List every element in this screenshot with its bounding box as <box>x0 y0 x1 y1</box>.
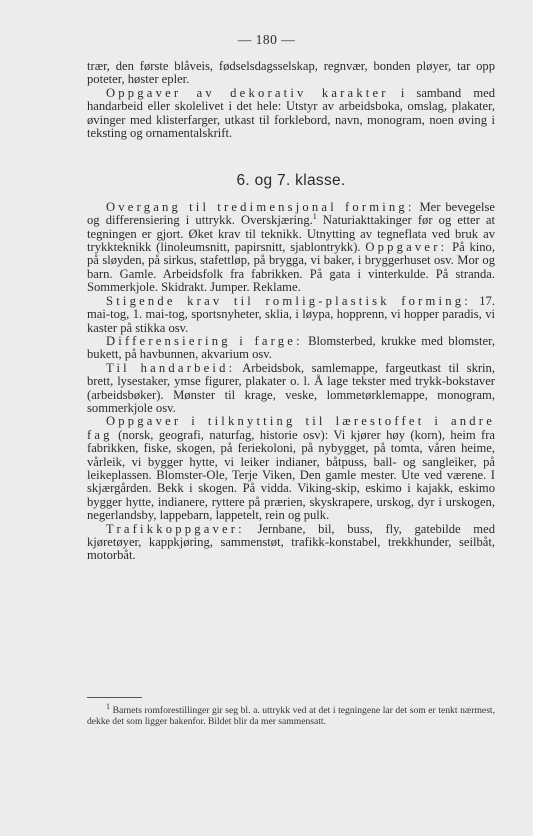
footnote-ref[interactable]: 1 <box>312 212 317 222</box>
paragraph-text: (norsk, geografi, naturfag, historie osv): Vi kjører høy (korn), heim fra fabrikken, fiske, skogen, på feriekoloni, på nybygget, på tomta, våren heime, vårleik, vi bygger hytte, vi leiker indianer, båtpuss, ball- og sangleiker, på leikeplassen. Blomster-Ole, Terje Viken, Den gamle mester. Ute ved værene. I skjærgården. Bekk i skogen. På vidda. Viking-skip, eskimo i kajakk, eskimo bygger hytte, indianere, ryttere på prærien, skyskrapere, urskog, dyr i urskogen, negerlandsby, lappebarn, lappetelt, rein og pulk. <box>87 427 495 523</box>
spaced-lead: Oppgaver: <box>365 240 448 255</box>
paragraph-romlig <box>87 295 495 335</box>
spaced-lead: Til handarbeid: <box>106 360 236 375</box>
paragraph-handarbeid <box>87 362 495 416</box>
spaced-lead: Overgang til tredimensjonal forming: <box>106 199 415 214</box>
spaced-lead: Differensiering i farge: <box>106 333 303 348</box>
paragraph-text: i samband med handarbeid eller skolelivet i det hele: Utstyr av arbeidsboka, omslag, plakater, øvinger med klisterfarger, utkast til forklebord, navn, monogram, noen øving i teksting og ornamentalskrift. <box>87 85 495 141</box>
spaced-lead: Oppgaver i tilknytting til lærestoffet i andre fag <box>87 414 495 442</box>
spaced-lead: Oppgaver av dekorativ karakter <box>106 85 389 100</box>
spaced-lead: Trafikkoppgaver: <box>106 521 245 536</box>
page-number: — 180 — <box>237 32 296 47</box>
paragraph-tilknytting <box>87 415 495 522</box>
paragraph-trafikk <box>87 523 495 563</box>
paragraph-text: Arbeidsbok, samlemappe, fargeutkast til skrin, brett, lysestaker, ymse figurer, plakater o. l. Å lage tekster med trykk-bokstaver (arbeidsbøker). Mønster til krage, veske, lommetørklemappe, monogram, sommerkjole osv. <box>87 360 496 415</box>
paragraph-dekorativ <box>87 87 495 141</box>
body-text <box>87 60 495 563</box>
footnote <box>87 701 495 727</box>
paragraph-overgang <box>87 201 495 295</box>
footnote-marker: 1 <box>106 701 110 711</box>
paragraph-farge <box>87 335 495 362</box>
paragraph-text: Blomsterbed, krukke med blomster, bukett, på havbunnen, akvarium osv. <box>87 333 495 362</box>
spaced-lead: Stigende krav til romlig-plastisk forming: <box>106 293 471 308</box>
paragraph-text: Mer bevegelse og differensiering i uttrykk. Overskjæring. <box>87 199 495 228</box>
footnote-divider <box>87 697 142 698</box>
section-heading: 6. og 7. klasse. <box>236 172 346 190</box>
paragraph-text: Naturiakttakinger før og etter at tegningen er gjort. Øket krav til teknikk. Utnytting av tegneflata ved bruk av trykkteknikk (linoleumsnitt, papirsnitt, sjablontrykk). <box>87 213 495 255</box>
paragraph-text: 17. mai-tog, 1. mai-tog, sportsnyheter, sklia, i løypa, hopprenn, vi hopper paradis, vi kaster på stikka osv. <box>87 293 495 335</box>
paragraph-intro: trær, den første blåveis, fødselsdagsselskap, regnvær, bonden pløyer, tar opp poteter, høster epler. <box>87 59 495 87</box>
paragraph-text: På kino, på sløyden, på sirkus, stafettløp, på brygga, vi baker, i bryggerhuset osv. Mor og barn. Gamle. Arbeidsfolk fra fabrikken. På gata i vinterkulde. På stranda. Sommerkjole. Skidrakt. Jumper. Reklame. <box>87 240 495 295</box>
paragraph-text: Jernbane, bil, buss, fly, gatebilde med kjøretøyer, kappkjøring, sammenstøt, trafikk-konstabel, trekkhunder, seilbåt, motorbåt. <box>87 521 495 563</box>
footnote-text: Barnets romforestillinger gir seg bl. a. uttrykk ved at det i tegningene lar det som er tenkt nærmest, dekke det som ligger bakenfor. Bildet blir da mer sammensatt. <box>87 705 495 727</box>
